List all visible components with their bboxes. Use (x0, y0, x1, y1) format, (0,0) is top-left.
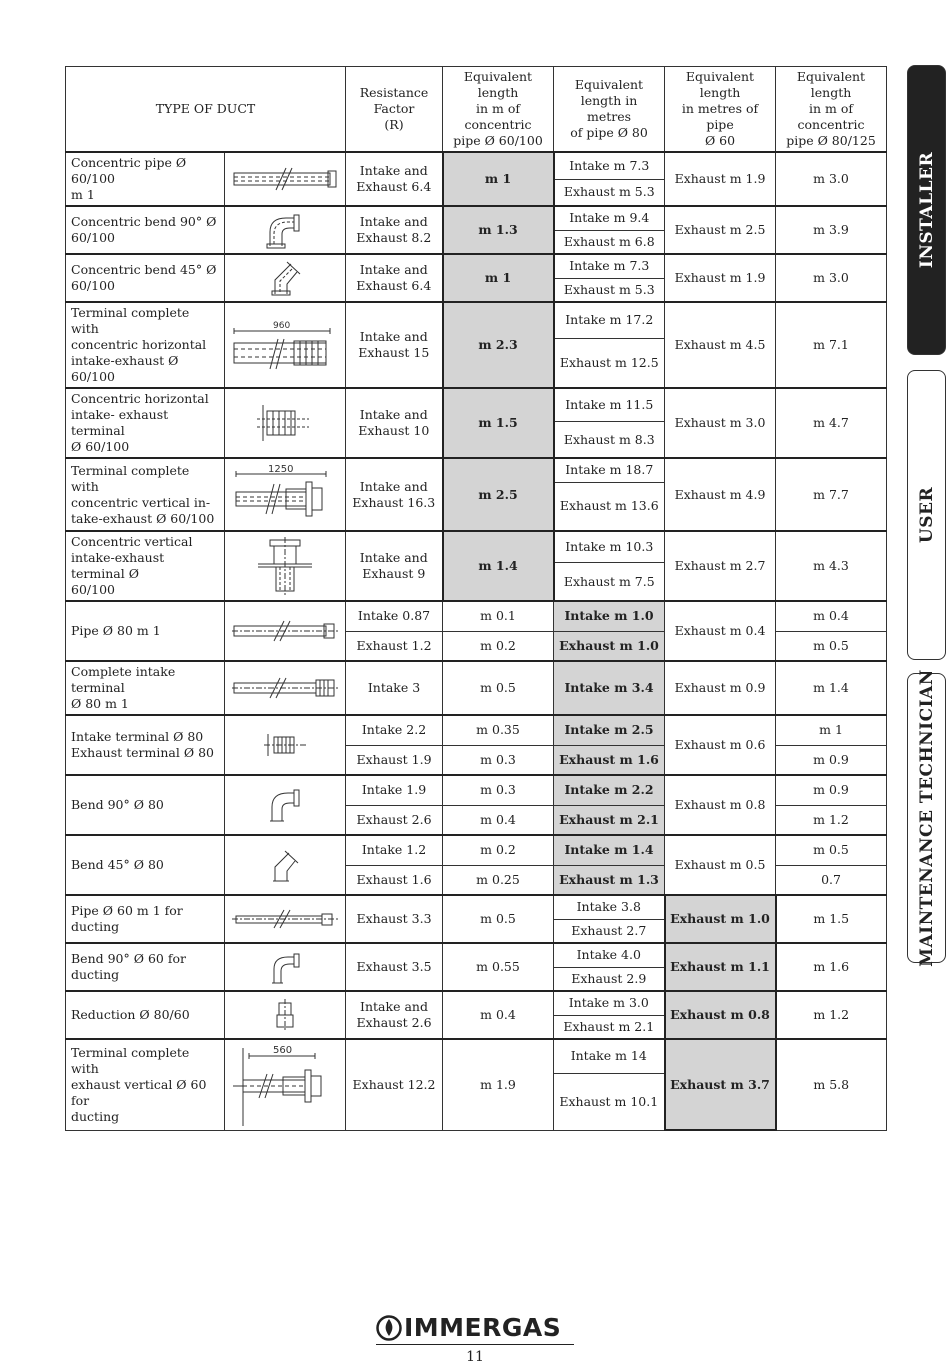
duct-drawing (225, 152, 346, 206)
equiv-pipe-80-intake-cell: Intake 4.0 (554, 943, 665, 967)
equiv-pipe-60-cell: Exhaust m 0.8 (665, 775, 776, 835)
duct-drawing (225, 835, 346, 895)
resistance-factor-intake-cell: Intake 1.9 (346, 775, 443, 805)
table-row (66, 1039, 887, 1073)
flame-icon (376, 1314, 402, 1342)
duct-drawing (225, 302, 346, 388)
equiv-pipe-60-cell: Exhaust m 0.4 (665, 601, 776, 661)
table-row (66, 254, 887, 278)
duct-type-name: Terminal complete with concentric horizontal intake-exhaust Ø 60/100 (66, 302, 225, 388)
dimension-label: 960 (273, 321, 291, 331)
equiv-pipe-60-cell: Exhaust m 3.0 (665, 388, 776, 458)
equiv-concentric-80-125-cell: m 4.7 (776, 388, 887, 458)
duct-type-name: Terminal complete with exhaust vertical Ø 60 for ducting (66, 1039, 225, 1130)
resistance-factor-cell: Exhaust 3.3 (346, 895, 443, 943)
table-row (66, 775, 887, 805)
equiv-concentric-80-125-exhaust-cell: m 0.5 (776, 631, 887, 661)
resistance-factor-cell: Exhaust 12.2 (346, 1039, 443, 1130)
equiv-pipe-80-intake-cell: Intake m 17.2 (554, 302, 665, 338)
resistance-factor-cell: Intake and Exhaust 8.2 (346, 206, 443, 254)
equiv-concentric-60-100-exhaust-cell: m 0.25 (443, 865, 554, 895)
duct-type-name: Terminal complete with concentric vertical in- take-exhaust Ø 60/100 (66, 458, 225, 531)
equiv-pipe-80-intake-cell: Intake m 11.5 (554, 388, 665, 422)
equiv-concentric-80-125-cell: m 3.0 (776, 254, 887, 302)
equiv-pipe-80-intake-cell: Intake m 1.4 (554, 835, 665, 865)
resistance-factor-intake-cell: Intake 1.2 (346, 835, 443, 865)
resistance-factor-exhaust-cell: Exhaust 2.6 (346, 805, 443, 835)
equiv-concentric-80-125-cell: m 1.4 (776, 661, 887, 715)
table-row (66, 152, 887, 179)
dimension-label: 1250 (268, 463, 294, 475)
equiv-concentric-60-100-cell: m 0.5 (443, 895, 554, 943)
equiv-concentric-60-100-cell: m 2.3 (443, 302, 554, 388)
equiv-concentric-60-100-intake-cell: m 0.35 (443, 715, 554, 745)
equiv-pipe-60-cell: Exhaust m 1.1 (665, 943, 776, 991)
resistance-factor-cell: Intake 3 (346, 661, 443, 715)
logo-underline (376, 1344, 574, 1345)
equiv-pipe-80-exhaust-cell: Exhaust m 8.3 (554, 422, 665, 458)
duct-type-name: Concentric vertical intake-exhaust terminal Ø 60/100 (66, 531, 225, 601)
equiv-pipe-80-exhaust-cell: Exhaust m 1.0 (554, 631, 665, 661)
duct-drawing (225, 458, 346, 531)
table-row (66, 835, 887, 865)
tab-installer-label: INSTALLER (916, 151, 937, 269)
equiv-pipe-80-exhaust-cell: Exhaust m 13.6 (554, 482, 665, 531)
equiv-concentric-80-125-exhaust-cell: m 0.9 (776, 745, 887, 775)
duct-type-name: Reduction Ø 80/60 (66, 991, 225, 1039)
resistance-factor-cell: Intake and Exhaust 15 (346, 302, 443, 388)
equiv-pipe-80-intake-cell: Intake m 2.2 (554, 775, 665, 805)
equiv-pipe-80-exhaust-cell: Exhaust m 2.1 (554, 1015, 665, 1039)
equiv-concentric-60-100-cell: m 1 (443, 254, 554, 302)
table-row (66, 661, 887, 715)
table-row (66, 601, 887, 631)
dimension-label: 560 (273, 1044, 293, 1056)
equiv-pipe-80-intake-cell: Intake m 7.3 (554, 254, 665, 278)
equiv-pipe-80-exhaust-cell: Exhaust m 10.1 (554, 1073, 665, 1130)
tab-maintenance-label: MAINTENANCE TECHNICIAN (916, 669, 937, 967)
equiv-pipe-60-cell: Exhaust m 4.5 (665, 302, 776, 388)
equiv-concentric-60-100-intake-cell: m 0.1 (443, 601, 554, 631)
table-row (66, 715, 887, 745)
table-row (66, 991, 887, 1015)
duct-type-name: Complete intake terminal Ø 80 m 1 (66, 661, 225, 715)
equiv-pipe-60-cell: Exhaust m 0.6 (665, 715, 776, 775)
duct-resistance-table (65, 66, 887, 1131)
equiv-concentric-60-100-intake-cell: m 0.2 (443, 835, 554, 865)
header-equiv-concentric-80-125: Equivalent length in m of concentric pipe Ø 80/125 (776, 67, 887, 153)
equiv-concentric-60-100-cell: m 1.3 (443, 206, 554, 254)
equiv-pipe-60-cell: Exhaust m 3.7 (665, 1039, 776, 1130)
duct-type-name: Concentric bend 90° Ø 60/100 (66, 206, 225, 254)
table-row (66, 895, 887, 919)
equiv-concentric-60-100-exhaust-cell: m 0.3 (443, 745, 554, 775)
resistance-factor-cell: Intake and Exhaust 16.3 (346, 458, 443, 531)
equiv-pipe-60-cell: Exhaust m 1.0 (665, 895, 776, 943)
duct-type-name: Concentric pipe Ø 60/100 m 1 (66, 152, 225, 206)
resistance-factor-exhaust-cell: Exhaust 1.2 (346, 631, 443, 661)
resistance-factor-cell: Intake and Exhaust 2.6 (346, 991, 443, 1039)
equiv-concentric-60-100-cell: m 1.9 (443, 1039, 554, 1130)
equiv-pipe-60-cell: Exhaust m 1.9 (665, 152, 776, 206)
equiv-pipe-80-intake-cell: Intake m 18.7 (554, 458, 665, 482)
duct-type-name: Bend 90° Ø 60 for ducting (66, 943, 225, 991)
equiv-pipe-80-exhaust-cell: Exhaust 2.9 (554, 967, 665, 991)
equiv-pipe-80-intake-cell: Intake m 9.4 (554, 206, 665, 230)
equiv-concentric-80-125-cell: m 7.7 (776, 458, 887, 531)
equiv-pipe-60-cell: Exhaust m 0.8 (665, 991, 776, 1039)
equiv-concentric-60-100-intake-cell: m 0.3 (443, 775, 554, 805)
table-row (66, 531, 887, 563)
resistance-factor-intake-cell: Intake 2.2 (346, 715, 443, 745)
duct-type-name: Bend 90° Ø 80 (66, 775, 225, 835)
equiv-pipe-80-intake-cell: Intake m 14 (554, 1039, 665, 1073)
duct-type-name: Bend 45° Ø 80 (66, 835, 225, 895)
equiv-pipe-80-intake-cell: Intake 3.8 (554, 895, 665, 919)
equiv-concentric-60-100-exhaust-cell: m 0.2 (443, 631, 554, 661)
equiv-concentric-60-100-cell: m 0.5 (443, 661, 554, 715)
duct-type-name: Pipe Ø 60 m 1 for ducting (66, 895, 225, 943)
equiv-pipe-60-cell: Exhaust m 0.5 (665, 835, 776, 895)
tab-user[interactable] (907, 370, 946, 660)
equiv-pipe-80-exhaust-cell: Exhaust m 6.8 (554, 230, 665, 254)
equiv-concentric-60-100-cell: m 0.4 (443, 991, 554, 1039)
duct-drawing (225, 1039, 346, 1130)
equiv-pipe-80-exhaust-cell: Exhaust m 12.5 (554, 338, 665, 388)
resistance-factor-cell: Intake and Exhaust 6.4 (346, 254, 443, 302)
tab-user-label: USER (916, 486, 937, 544)
equiv-concentric-80-125-intake-cell: m 0.5 (776, 835, 887, 865)
tab-maintenance-technician[interactable] (907, 669, 946, 967)
brand-logo (376, 1313, 576, 1345)
equiv-concentric-80-125-intake-cell: m 0.9 (776, 775, 887, 805)
duct-drawing (225, 601, 346, 661)
equiv-concentric-60-100-cell: m 2.5 (443, 458, 554, 531)
equiv-concentric-80-125-cell: m 1.5 (776, 895, 887, 943)
equiv-concentric-80-125-cell: m 4.3 (776, 531, 887, 601)
equiv-pipe-80-cell: Intake m 3.4 (554, 661, 665, 715)
duct-drawing (225, 388, 346, 458)
equiv-concentric-60-100-cell: m 0.55 (443, 943, 554, 991)
equiv-pipe-80-exhaust-cell: Exhaust m 2.1 (554, 805, 665, 835)
equiv-pipe-80-exhaust-cell: Exhaust m 5.3 (554, 278, 665, 302)
equiv-pipe-60-cell: Exhaust m 2.5 (665, 206, 776, 254)
equiv-pipe-80-exhaust-cell: Exhaust 2.7 (554, 919, 665, 943)
equiv-pipe-60-cell: Exhaust m 2.7 (665, 531, 776, 601)
equiv-concentric-80-125-cell: m 7.1 (776, 302, 887, 388)
header-resistance-factor: Resistance Factor (R) (346, 67, 443, 153)
resistance-factor-cell: Intake and Exhaust 10 (346, 388, 443, 458)
duct-drawing (225, 661, 346, 715)
table-row (66, 302, 887, 338)
equiv-pipe-60-cell: Exhaust m 1.9 (665, 254, 776, 302)
equiv-concentric-80-125-cell: m 1.6 (776, 943, 887, 991)
equiv-concentric-80-125-exhaust-cell: 0.7 (776, 865, 887, 895)
equiv-pipe-60-cell: Exhaust m 0.9 (665, 661, 776, 715)
equiv-concentric-80-125-intake-cell: m 1 (776, 715, 887, 745)
equiv-pipe-80-exhaust-cell: Exhaust m 1.3 (554, 865, 665, 895)
resistance-factor-exhaust-cell: Exhaust 1.6 (346, 865, 443, 895)
page-number: 11 (466, 1349, 484, 1365)
equiv-concentric-60-100-cell: m 1 (443, 152, 554, 206)
equiv-pipe-80-intake-cell: Intake m 7.3 (554, 152, 665, 179)
equiv-pipe-60-cell: Exhaust m 4.9 (665, 458, 776, 531)
equiv-concentric-80-125-cell: m 1.2 (776, 991, 887, 1039)
header-equiv-pipe-80: Equivalent length in metres of pipe Ø 80 (554, 67, 665, 153)
duct-drawing (225, 715, 346, 775)
equiv-pipe-80-exhaust-cell: Exhaust m 7.5 (554, 563, 665, 601)
tab-installer[interactable] (907, 65, 946, 355)
duct-drawing (225, 775, 346, 835)
header-type-of-duct: TYPE OF DUCT (66, 67, 346, 153)
table-row (66, 943, 887, 967)
duct-drawing (225, 531, 346, 601)
equiv-concentric-60-100-cell: m 1.4 (443, 531, 554, 601)
equiv-concentric-80-125-cell: m 3.0 (776, 152, 887, 206)
duct-drawing (225, 895, 346, 943)
resistance-factor-exhaust-cell: Exhaust 1.9 (346, 745, 443, 775)
equiv-concentric-80-125-cell: m 3.9 (776, 206, 887, 254)
table-row (66, 206, 887, 230)
equiv-pipe-80-intake-cell: Intake m 1.0 (554, 601, 665, 631)
resistance-factor-cell: Intake and Exhaust 6.4 (346, 152, 443, 206)
header-equiv-concentric-60-100: Equivalent length in m of concentric pipe Ø 60/100 (443, 67, 554, 153)
resistance-factor-intake-cell: Intake 0.87 (346, 601, 443, 631)
brand-name: IMMERGAS (404, 1313, 562, 1342)
equiv-concentric-60-100-cell: m 1.5 (443, 388, 554, 458)
duct-drawing (225, 943, 346, 991)
duct-type-name: Concentric horizontal intake- exhaust terminal Ø 60/100 (66, 388, 225, 458)
equiv-concentric-80-125-exhaust-cell: m 1.2 (776, 805, 887, 835)
duct-type-name: Pipe Ø 80 m 1 (66, 601, 225, 661)
table-row (66, 388, 887, 422)
equiv-concentric-80-125-cell: m 5.8 (776, 1039, 887, 1130)
duct-drawing (225, 991, 346, 1039)
equiv-pipe-80-exhaust-cell: Exhaust m 5.3 (554, 179, 665, 206)
header-equiv-pipe-60: Equivalent length in metres of pipe Ø 60 (665, 67, 776, 153)
equiv-concentric-80-125-intake-cell: m 0.4 (776, 601, 887, 631)
equiv-pipe-80-intake-cell: Intake m 2.5 (554, 715, 665, 745)
table-row (66, 458, 887, 482)
resistance-factor-cell: Exhaust 3.5 (346, 943, 443, 991)
duct-type-name: Intake terminal Ø 80 Exhaust terminal Ø 80 (66, 715, 225, 775)
duct-drawing (225, 206, 346, 254)
duct-type-name: Concentric bend 45° Ø 60/100 (66, 254, 225, 302)
equiv-pipe-80-intake-cell: Intake m 10.3 (554, 531, 665, 563)
equiv-pipe-80-exhaust-cell: Exhaust m 1.6 (554, 745, 665, 775)
equiv-pipe-80-intake-cell: Intake m 3.0 (554, 991, 665, 1015)
equiv-concentric-60-100-exhaust-cell: m 0.4 (443, 805, 554, 835)
resistance-factor-cell: Intake and Exhaust 9 (346, 531, 443, 601)
duct-drawing (225, 254, 346, 302)
